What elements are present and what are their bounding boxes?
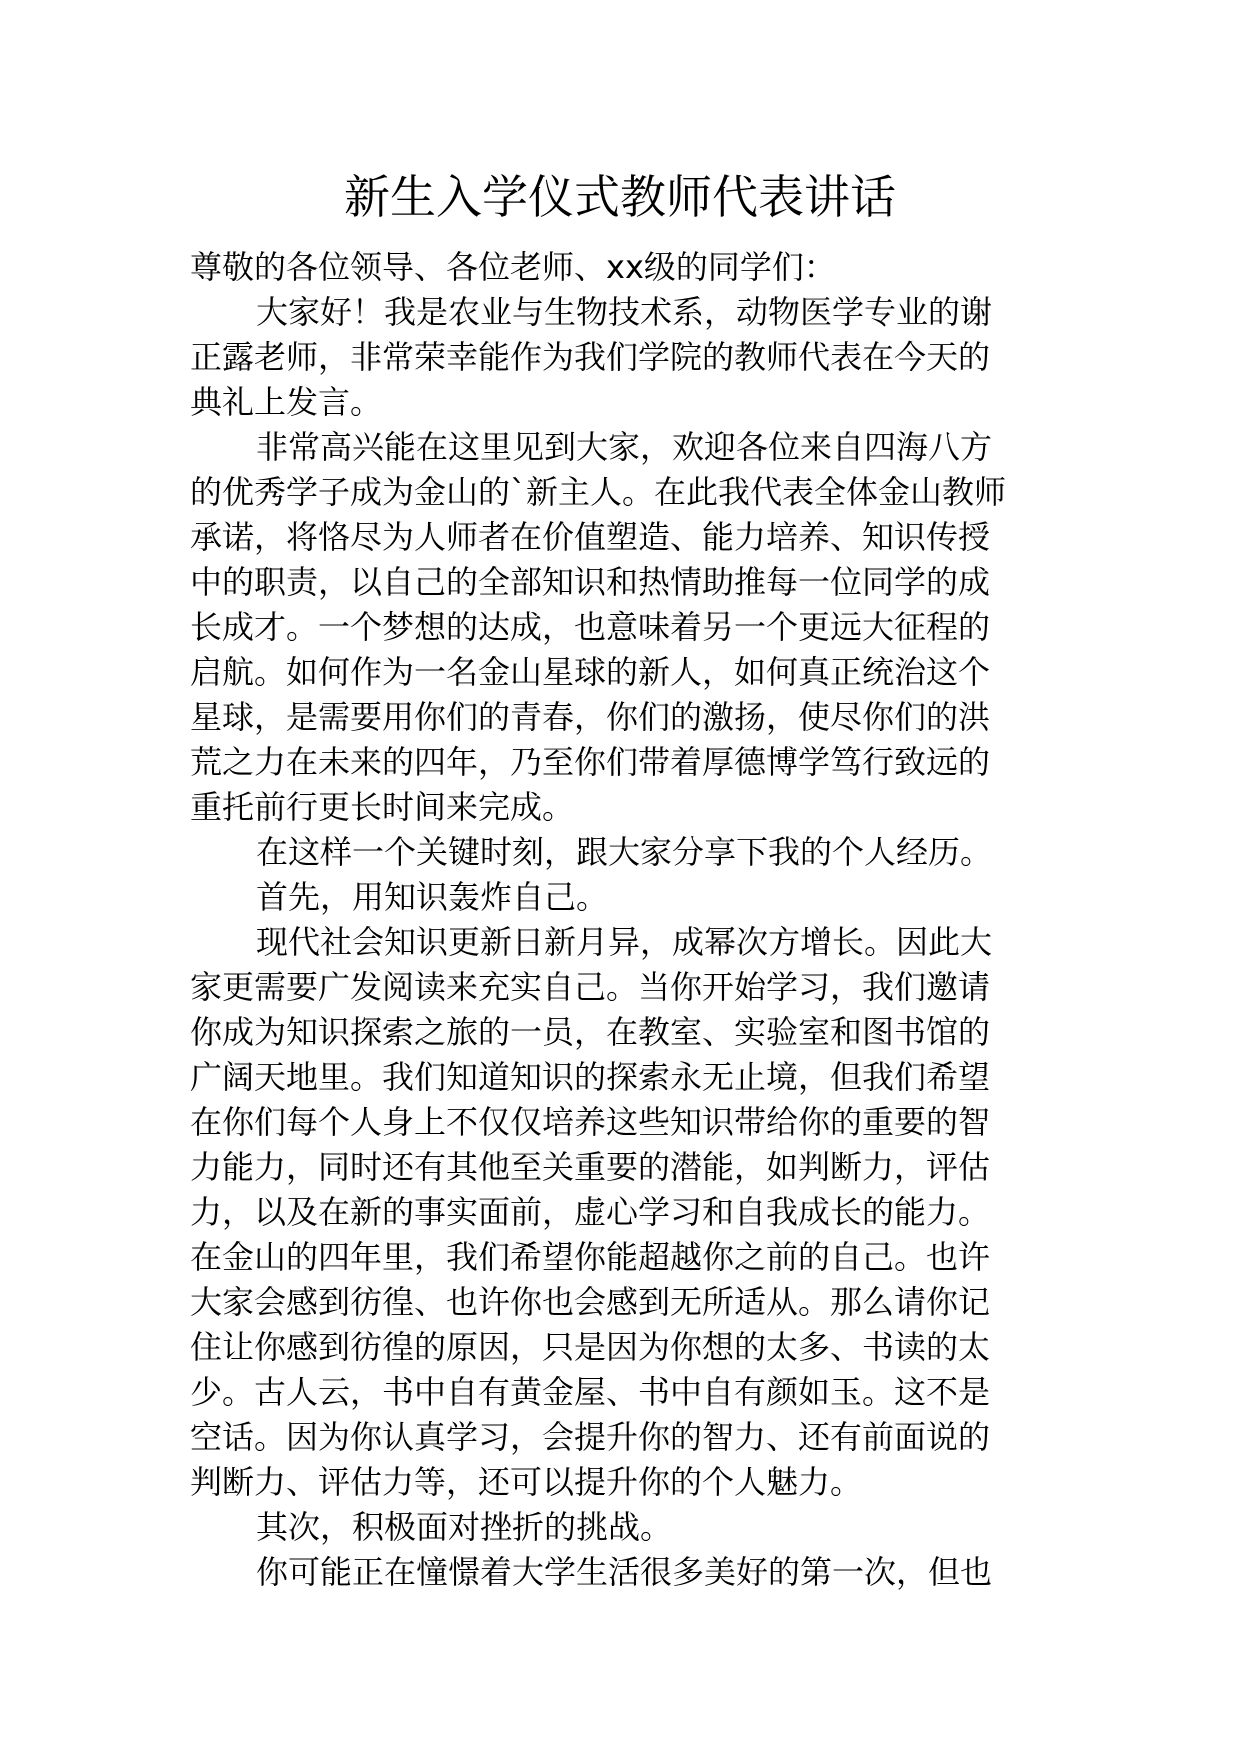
paragraph-line: 重托前行更长时间来完成。 xyxy=(190,788,575,826)
paragraph-line: 中的职责，以自己的全部知识和热情助推每一位同学的成 xyxy=(190,563,991,601)
paragraph-line: 在你们每个人身上不仅仅培养这些知识带给你的重要的智 xyxy=(190,1103,991,1141)
paragraph-line: 启航。如何作为一名金山星球的新人，如何真正统治这个 xyxy=(190,653,991,691)
paragraph-line: 空话。因为你认真学习，会提升你的智力、还有前面说的 xyxy=(190,1418,991,1456)
paragraph-line: 在这样一个关键时刻，跟大家分享下我的个人经历。 xyxy=(256,833,993,871)
paragraph-line: 长成才。一个梦想的达成，也意味着另一个更远大征程的 xyxy=(190,608,991,646)
paragraph-line: 的优秀学子成为金山的`新主人。在此我代表全体金山教师 xyxy=(190,473,1007,511)
paragraph-line: 承诺，将恪尽为人师者在价值塑造、能力培养、知识传授 xyxy=(190,518,991,556)
paragraph-line: 你可能正在憧憬着大学生活很多美好的第一次，但也 xyxy=(256,1553,993,1591)
section-heading-line: 其次，积极面对挫折的挑战。 xyxy=(256,1508,673,1546)
paragraph-line: 广阔天地里。我们知道知识的探索永无止境，但我们希望 xyxy=(190,1058,991,1096)
paragraph-line: 少。古人云，书中自有黄金屋、书中自有颜如玉。这不是 xyxy=(190,1373,991,1411)
paragraph-line: 大家会感到彷徨、也许你也会感到无所适从。那么请你记 xyxy=(190,1283,991,1321)
paragraph-line: 家更需要广发阅读来充实自己。当你开始学习，我们邀请 xyxy=(190,968,991,1006)
paragraph-line: 典礼上发言。 xyxy=(190,383,383,421)
paragraph-line: 力能力，同时还有其他至关重要的潜能，如判断力，评估 xyxy=(190,1148,991,1186)
document-title: 新生入学仪式教师代表讲话 xyxy=(344,170,896,224)
paragraph-line: 力，以及在新的事实面前，虚心学习和自我成长的能力。 xyxy=(190,1193,991,1231)
paragraph-line: 住让你感到彷徨的原因，只是因为你想的太多、书读的太 xyxy=(190,1328,991,1366)
greeting-line: 尊敬的各位领导、各位老师、xx级的同学们： xyxy=(190,248,836,286)
section-heading-line: 首先，用知识轰炸自己。 xyxy=(256,878,609,916)
paragraph-line: 荒之力在未来的四年，乃至你们带着厚德博学笃行致远的 xyxy=(190,743,991,781)
document-body xyxy=(190,245,1060,1595)
paragraph-line: 你成为知识探索之旅的一员，在教室、实验室和图书馆的 xyxy=(190,1013,991,1051)
paragraph-line: 判断力、评估力等，还可以提升你的个人魅力。 xyxy=(190,1463,863,1501)
paragraph-line: 星球，是需要用你们的青春，你们的激扬，使尽你们的洪 xyxy=(190,698,991,736)
paragraph-line: 在金山的四年里，我们希望你能超越你之前的自己。也许 xyxy=(190,1238,991,1276)
paragraph-line: 大家好！我是农业与生物技术系，动物医学专业的谢 xyxy=(256,293,993,331)
paragraph-line: 现代社会知识更新日新月异，成幂次方增长。因此大 xyxy=(256,923,993,961)
paragraph-line: 非常高兴能在这里见到大家，欢迎各位来自四海八方 xyxy=(256,428,993,466)
paragraph-line: 正露老师，非常荣幸能作为我们学院的教师代表在今天的 xyxy=(190,338,991,376)
